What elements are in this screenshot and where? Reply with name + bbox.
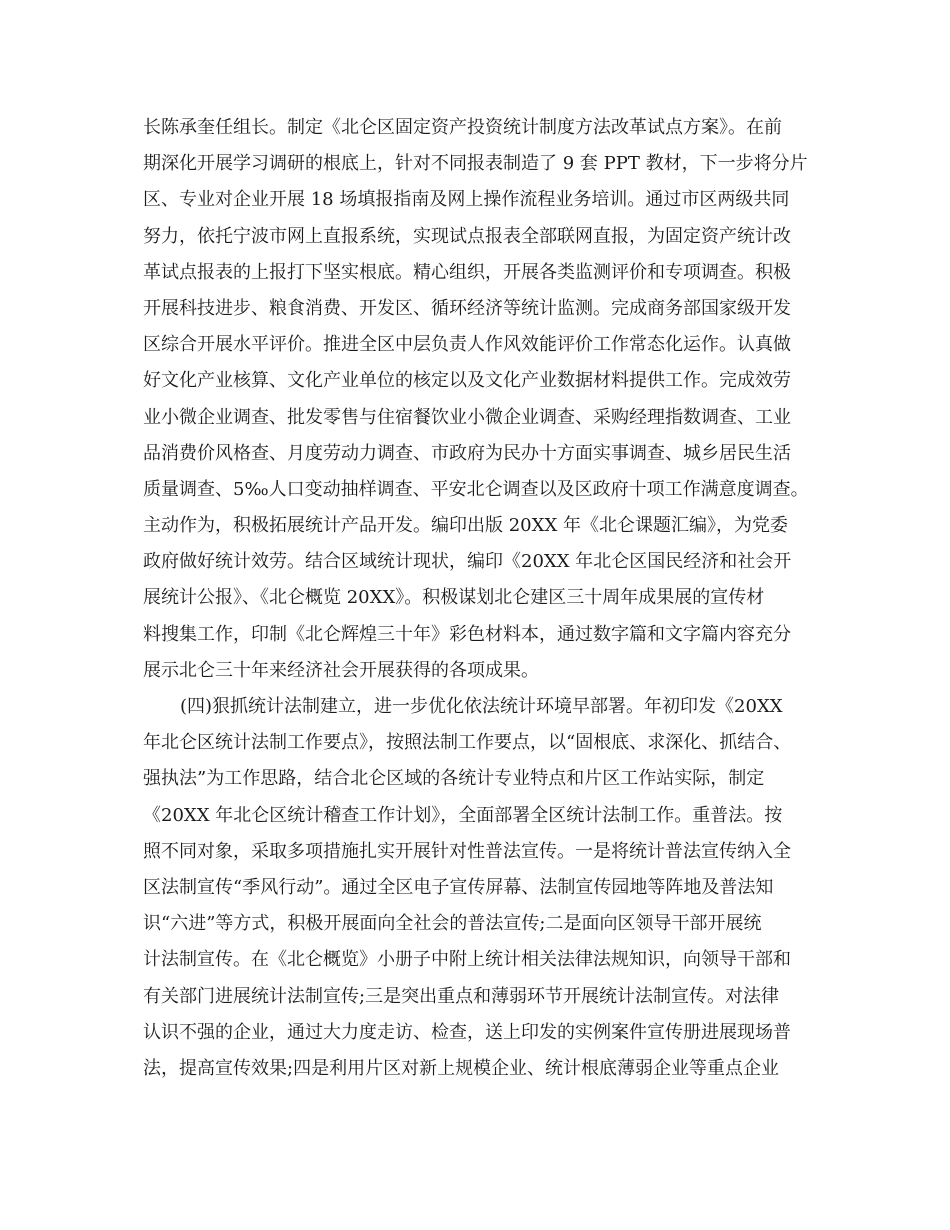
text-line: 区法制宣传“季风行动”。通过全区电子宣传屏幕、法制宣传园地等阵地及普法知 xyxy=(143,876,774,898)
text-line: 料搜集工作，印制《北仑辉煌三十年》彩色材料本，通过数字篇和文字篇内容充分 xyxy=(143,623,791,645)
text-line: 《20XX 年北仑区统计稽查工作计划》，全面部署全区统计法制工作。重普法。按 xyxy=(143,804,783,826)
text-line: 努力，依托宁波市网上直报系统，实现试点报表全部联网直报，为固定资产统计改 xyxy=(143,225,791,247)
text-line: 照不同对象，采取多项措施扎实开展针对性普法宣传。一是将统计普法宣传纳入全 xyxy=(143,840,791,862)
text-line: 强执法”为工作思路，结合北仑区域的各统计专业特点和片区工作站实际，制定 xyxy=(143,768,765,790)
text-line: 展统计公报》、《北仑概览 20XX》。积极谋划北仑建区三十周年成果展的宣传材 xyxy=(143,587,765,609)
text-line: 质量调查、5‰人口变动抽样调查、平安北仑调查以及区政府十项工作满意度调查。 xyxy=(143,478,809,500)
text-line: 品消费价风格查、月度劳动力调查、市政府为民办十方面实事调查、城乡居民生活 xyxy=(143,442,791,464)
text-line: 年北仑区统计法制工作要点》，按照法制工作要点，以“固根底、求深化、抓结合、 xyxy=(143,732,792,754)
text-line: 认识不强的企业，通过大力度走访、检查，送上印发的实例案件宣传册进展现场普 xyxy=(143,1021,791,1043)
text-line: 计法制宣传。在《北仑概览》小册子中附上统计相关法律法规知识，向领导干部和 xyxy=(143,949,791,971)
text-line: 业小微企业调查、批发零售与住宿餐饮业小微企业调查、采购经理指数调查、工业 xyxy=(143,406,791,428)
text-line: 识“六进”等方式，积极开展面向全社会的普法宣传;二是面向区领导干部开展统 xyxy=(143,913,762,935)
text-line: 革试点报表的上报打下坚实根底。精心组织，开展各类监测评价和专项调查。积极 xyxy=(143,261,791,283)
text-line: 区、专业对企业开展 18 场填报指南及网上操作流程业务培训。通过市区两级共同 xyxy=(143,189,790,211)
text-line: 法，提高宣传效果;四是利用片区对新上规模企业、统计根底薄弱企业等重点企业 xyxy=(143,1057,780,1079)
text-line: 区综合开展水平评价。推进全区中层负责人作风效能评价工作常态化运作。认真做 xyxy=(143,334,791,356)
text-line: 主动作为，积极拓展统计产品开发。编印出版 20XX 年《北仑课题汇编》，为党委 xyxy=(143,515,788,537)
text-line: 展示北仑三十年来经济社会开展获得的各项成果。 xyxy=(143,659,539,681)
paragraph-first-line: (四)狠抓统计法制建立，进一步优化依法统计环境早部署。年初印发《20XX xyxy=(180,696,783,717)
text-line: 开展科技进步、粮食消费、开发区、循环经济等统计监测。完成商务部国家级开发 xyxy=(143,297,791,319)
text-line: 期深化开展学习调研的根底上，针对不同报表制造了 9 套 PPT 教材，下一步将分片 xyxy=(143,153,808,175)
text-line: 有关部门进展统计法制宣传;三是突出重点和薄弱环节开展统计法制宣传。对法律 xyxy=(143,985,780,1007)
text-line: 政府做好统计效劳。结合区域统计现状，编印《20XX 年北仑区国民经济和社会开 xyxy=(143,551,792,573)
document-body-text xyxy=(143,110,823,1087)
text-line: 好文化产业核算、文化产业单位的核定以及文化产业数据材料提供工作。完成效劳 xyxy=(143,370,791,392)
text-line: 长陈承奎任组长。制定《北仑区固定资产投资统计制度方法改革试点方案》。在前 xyxy=(143,117,782,138)
